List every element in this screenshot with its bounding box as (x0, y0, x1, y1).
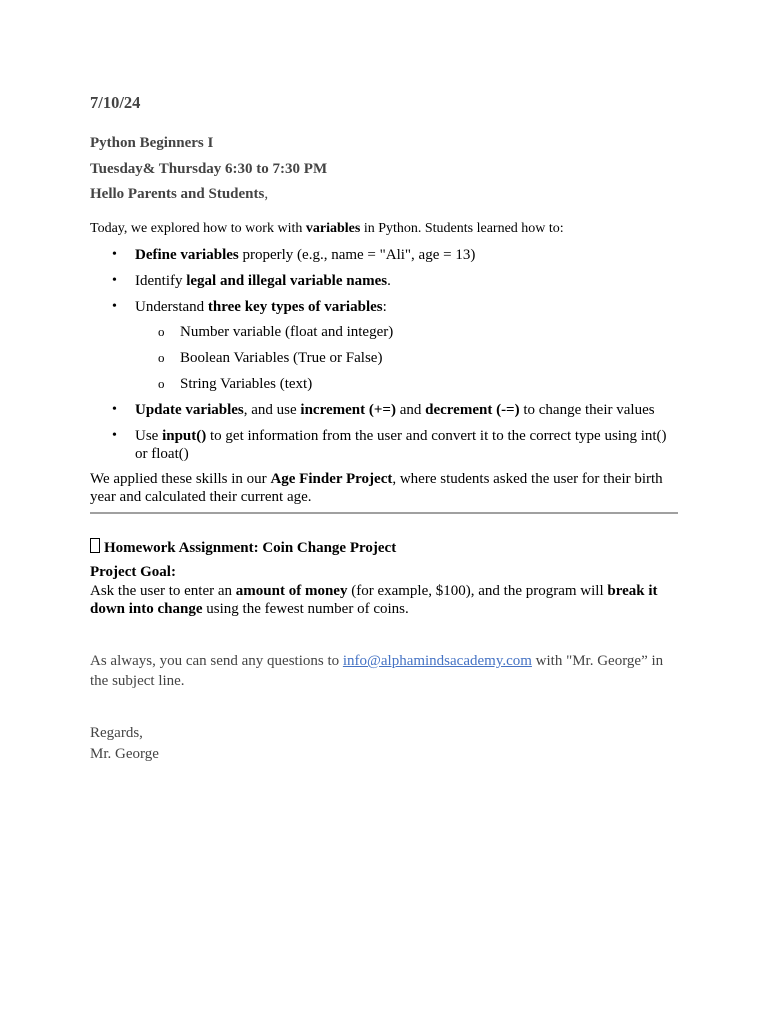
bullet-dot-icon: • (112, 299, 117, 314)
class-schedule: Tuesday& Thursday 6:30 to 7:30 PM (90, 161, 328, 177)
circle-bullet-icon: o (158, 376, 165, 391)
list-item-pre: Use (135, 428, 163, 444)
list-item-text (135, 246, 680, 264)
intro-text (90, 221, 564, 237)
list-item-text (135, 298, 680, 316)
list-item-text-part: and (395, 402, 426, 418)
contact-post: with "Mr. George” in the subject line. (90, 653, 664, 689)
list-item-text-part: , and use (243, 402, 301, 418)
list-item-rest: . (387, 273, 391, 289)
contact-pre: As always, you can send any questions to (90, 653, 343, 669)
course-name: Python Beginners I (90, 135, 214, 151)
goal-bold: break it down into change (90, 583, 658, 617)
project-goal-text (90, 582, 680, 618)
goal-rest: using the fewest number of coins. (202, 601, 409, 617)
homework-title: Homework Assignment: Coin Change Project (104, 540, 397, 556)
list-item-text (135, 272, 680, 290)
sub-list-item-text: Number variable (float and integer) (180, 324, 394, 340)
list-item-rest: to change their values (519, 402, 655, 418)
greeting-text: Hello Parents and Students (90, 186, 265, 202)
list-item-bold: Define variables (135, 247, 239, 263)
sub-list-item-text: Boolean Variables (True or False) (180, 350, 383, 366)
intro-pre: Today, we explored how to work with (90, 221, 306, 236)
applied-paragraph (90, 470, 680, 506)
list-item-rest: : (382, 299, 387, 315)
list-item-bold: legal and illegal variable names (186, 273, 388, 289)
email-link[interactable]: info@alphamindsacademy.com (342, 653, 532, 669)
goal-bold: amount of money (235, 583, 348, 599)
greeting (90, 186, 268, 203)
bullet-dot-icon: • (112, 273, 117, 288)
signature: Mr. George (90, 746, 159, 762)
list-item-pre: Understand (135, 299, 208, 315)
list-item-rest: to get information from the user and convert it to the correct type using int() or float() (135, 428, 667, 462)
list-item-pre: Identify (135, 273, 187, 289)
list-item-bold: decrement (-=) (425, 402, 520, 418)
bullet-dot-icon: • (112, 247, 117, 262)
intro-bold: variables (305, 221, 361, 236)
placeholder-glyph-icon (90, 538, 100, 553)
greeting-punct: , (264, 186, 269, 202)
closing-regards: Regards, (90, 725, 143, 741)
goal-pre: Ask the user to enter an (90, 583, 236, 599)
list-item-text (135, 401, 680, 419)
circle-bullet-icon: o (158, 350, 165, 365)
applied-pre: We applied these skills in our (90, 471, 271, 487)
list-item-bold: input() (162, 428, 207, 444)
contact-paragraph (90, 651, 680, 691)
intro-post: in Python. Students learned how to: (360, 221, 564, 236)
horizontal-divider (90, 512, 678, 514)
letter-date: 7/10/24 (90, 93, 141, 112)
homework-heading (90, 538, 396, 557)
list-item-bold: increment (+=) (300, 402, 396, 418)
bullet-dot-icon: • (112, 402, 117, 417)
applied-bold: Age Finder Project (270, 471, 393, 487)
bullet-dot-icon: • (112, 428, 117, 443)
sub-list-item-text: String Variables (text) (180, 376, 313, 392)
list-item-bold: three key types of variables (207, 299, 383, 315)
project-goal-label: Project Goal: (90, 564, 176, 580)
goal-mid: (for example, $100), and the program will (347, 583, 608, 599)
circle-bullet-icon: o (158, 324, 165, 339)
list-item-text (135, 427, 680, 463)
list-item-rest: properly (e.g., name = "Ali", age = 13) (238, 247, 476, 263)
list-item-bold: Update variables (135, 402, 244, 418)
applied-rest: , where students asked the user for their birth year and calculated their current age. (90, 471, 663, 505)
